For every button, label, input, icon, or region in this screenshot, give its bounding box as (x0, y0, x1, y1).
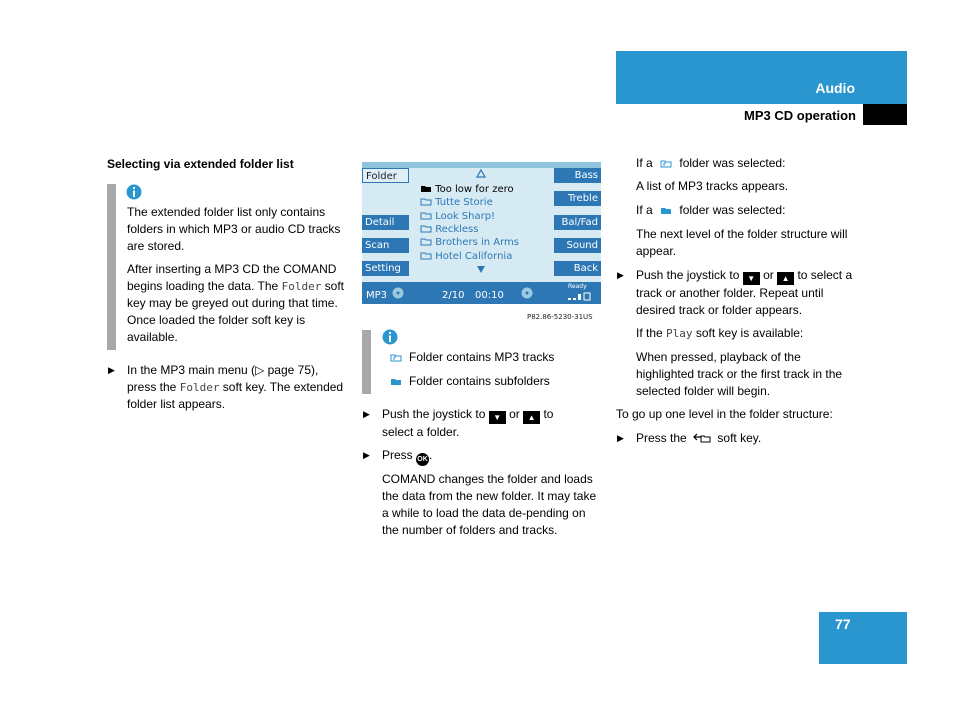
folder-subfolder-icon (390, 377, 402, 386)
folder-mp3-icon (420, 197, 432, 206)
info-bar (107, 184, 116, 350)
softkey-code: Folder (179, 381, 220, 394)
screen-status-bar (362, 282, 601, 304)
step-paragraph: In the MP3 main menu (▷ page 75), press the Folder soft key. The extended folder list appears. (127, 363, 344, 411)
condition-line: If the Play soft key is available: (636, 326, 804, 340)
disc-icon (521, 287, 533, 299)
softkey-detail: Detail (362, 215, 409, 230)
info-paragraph: The extended folder list only contains folders in which MP3 or audio CD tracks are stored. (127, 205, 341, 253)
softkey-bass: Bass (554, 168, 601, 183)
softkey-back: Back (554, 261, 601, 276)
joystick-down-icon: ▼ (743, 272, 760, 285)
softkey-folder: Folder (362, 168, 409, 183)
status-mode: MP3 (366, 290, 388, 301)
subsection-marker (863, 104, 907, 125)
folder-mp3-icon (420, 211, 432, 220)
legend-subfolder-text: Folder contains subfolders (409, 374, 550, 388)
signal-icon (568, 292, 598, 301)
softkey-bal-fad: Bal/Fad (554, 215, 601, 230)
step-arrow-icon: ▶ (617, 270, 624, 280)
folder-mp3-icon (420, 237, 432, 246)
step-paragraph: Push the joystick to ▼ or ▲ to select a folder. (382, 407, 554, 439)
step-paragraph: Press the soft key. (636, 431, 762, 445)
softkey-setting: Setting (362, 261, 409, 276)
track-item: Hotel California (420, 250, 512, 263)
track-item: Tutte Storie (420, 196, 493, 209)
section-title: Audio (815, 80, 855, 96)
status-time: 00:10 (475, 290, 504, 301)
cd-icon (392, 287, 404, 299)
scroll-up-icon (476, 169, 486, 178)
section-tab (616, 51, 907, 104)
joystick-up-icon: ▲ (777, 272, 794, 285)
joystick-up-icon: ▲ (523, 411, 540, 424)
track-item: Brothers in Arms (420, 236, 519, 249)
result-paragraph: When pressed, playback of the highlighted track or the first track in the selected folder will begin. (636, 350, 843, 398)
track-item: Look Sharp! (420, 210, 495, 223)
info-paragraph: After inserting a MP3 CD the COMAND begins loading the data. The Folder soft key may be greyed out during that time. Once loaded the folder soft key is available. (127, 262, 345, 344)
softkey-sound: Sound (554, 238, 601, 253)
step-arrow-icon: ▶ (363, 450, 370, 460)
step-paragraph: Press OK. (382, 447, 432, 466)
status-ready: Ready (568, 283, 587, 290)
section-heading: Selecting via extended folder list (107, 157, 294, 171)
step-arrow-icon: ▶ (363, 409, 370, 419)
result-line: A list of MP3 tracks appears. (636, 179, 789, 193)
info-bar (362, 330, 371, 394)
joystick-down-icon: ▼ (489, 411, 506, 424)
page-number: 77 (835, 616, 851, 632)
folder-mp3-icon (390, 353, 402, 362)
folder-mp3-icon (660, 159, 672, 168)
ok-button-icon: OK (416, 453, 429, 466)
legend-mp3-text: Folder contains MP3 tracks (409, 350, 555, 364)
page-reference: ▷ page 75), (255, 363, 319, 377)
folder-mp3-icon (420, 251, 432, 260)
info-icon (126, 184, 142, 200)
step-paragraph: Push the joystick to ▼ or ▲ to select a track or another folder. Repeat until desired track or folder appears. (636, 268, 853, 317)
softkey-scan: Scan (362, 238, 409, 253)
softkey-treble: Treble (554, 191, 601, 206)
status-track: 2/10 (442, 290, 465, 301)
step-arrow-icon: ▶ (617, 433, 624, 443)
softkey-code: Play (666, 327, 693, 340)
folder-mp3-icon (420, 184, 432, 193)
softkey-code: Folder (281, 280, 322, 293)
folder-subfolder-icon (660, 206, 672, 215)
comand-screen (362, 162, 601, 304)
result-paragraph: COMAND changes the folder and loads the data from the new folder. It may take a while to load the data de-pending on the number of folders and tracks. (382, 472, 597, 537)
back-folder-icon (693, 433, 711, 443)
track-item: Too low for zero (420, 183, 514, 196)
scroll-down-icon (476, 265, 486, 274)
subsection-title: MP3 CD operation (744, 108, 856, 123)
folder-mp3-icon (420, 224, 432, 233)
condition-line: If a folder was selected: (636, 156, 786, 170)
page-number-tab (819, 612, 907, 664)
info-icon (382, 329, 398, 345)
figure-reference: P82.86-5230-31US (527, 313, 593, 321)
track-item: Reckless (420, 223, 478, 236)
step-arrow-icon: ▶ (108, 365, 115, 375)
result-line: The next level of the folder structure will appear. (636, 227, 848, 258)
condition-line: If a folder was selected: (636, 203, 786, 217)
instruction-line: To go up one level in the folder structure: (616, 407, 833, 421)
